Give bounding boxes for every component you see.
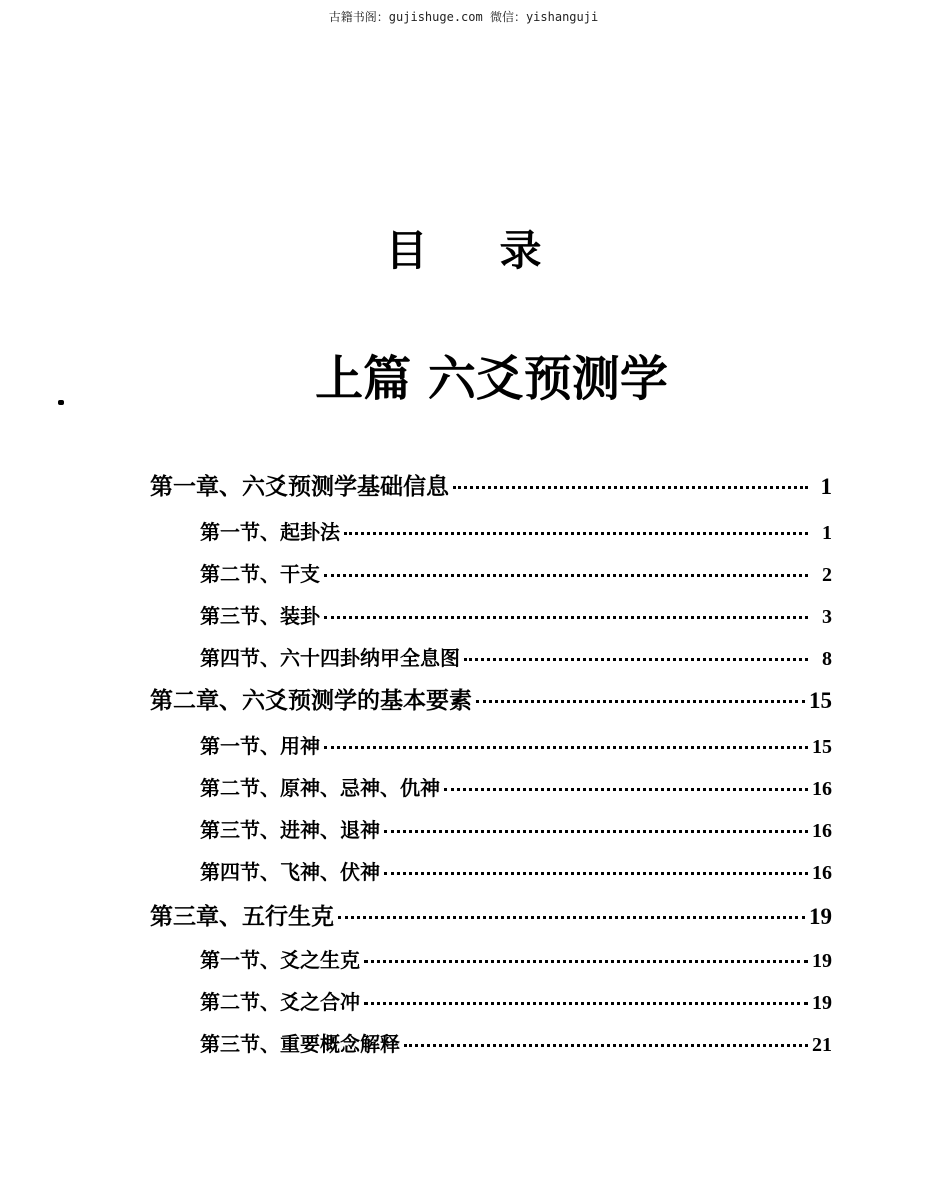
toc-label: 第一章、六爻预测学基础信息 — [150, 473, 449, 500]
dot-leader — [476, 700, 805, 703]
toc-section[interactable] — [200, 600, 832, 629]
dot-leader — [444, 788, 808, 791]
toc-label: 第一节、爻之生克 — [200, 948, 360, 972]
toc-page-number: 21 — [812, 1034, 832, 1056]
toc-page-number: 16 — [812, 820, 832, 842]
toc-chapter[interactable] — [150, 468, 832, 501]
dot-leader — [344, 532, 808, 535]
dot-leader — [364, 960, 808, 963]
toc-section[interactable] — [200, 814, 832, 843]
toc-page-number: 3 — [822, 606, 832, 628]
toc-page-number: 19 — [809, 904, 832, 929]
dot-leader — [384, 872, 808, 875]
dot-leader — [324, 746, 808, 749]
toc-label: 第二节、原神、忌神、仇神 — [200, 776, 440, 800]
page-title: 目录 — [385, 226, 614, 275]
toc-section[interactable] — [200, 944, 832, 973]
toc-page-number: 2 — [822, 564, 832, 586]
watermark: 古籍书阁：gujishuge.com 微信：yishanguji — [328, 10, 599, 24]
toc-section[interactable] — [200, 856, 832, 885]
toc-page-number: 19 — [812, 992, 832, 1014]
dot-leader — [338, 916, 805, 919]
toc-page-number: 15 — [812, 736, 832, 758]
toc-section[interactable] — [200, 642, 832, 671]
toc-section[interactable] — [200, 986, 832, 1015]
toc-chapter[interactable] — [150, 682, 832, 715]
part-title: 上篇 六爻预测学 — [315, 351, 668, 407]
toc-label: 第四节、六十四卦纳甲全息图 — [200, 646, 460, 670]
dot-leader — [404, 1044, 808, 1047]
dot-leader — [364, 1002, 808, 1005]
toc-section[interactable] — [200, 1028, 832, 1057]
toc-chapter[interactable] — [150, 898, 832, 931]
toc-section[interactable] — [200, 772, 832, 801]
toc-page-number: 19 — [812, 950, 832, 972]
dot-leader — [384, 830, 808, 833]
toc-label: 第一节、用神 — [200, 734, 320, 758]
toc-section[interactable] — [200, 558, 832, 587]
toc-label: 第三节、进神、退神 — [200, 818, 380, 842]
dot-leader — [324, 574, 808, 577]
toc-section[interactable] — [200, 516, 832, 545]
dot-leader — [453, 486, 808, 489]
dot-leader — [464, 658, 808, 661]
toc-section[interactable] — [200, 730, 832, 759]
toc-label: 第三节、重要概念解释 — [200, 1032, 400, 1056]
toc-label: 第三章、五行生克 — [150, 903, 334, 930]
toc-label: 第二章、六爻预测学的基本要素 — [150, 687, 472, 714]
toc-label: 第一节、起卦法 — [200, 520, 340, 544]
toc-page-number: 8 — [822, 648, 832, 670]
scan-speck — [58, 400, 64, 405]
toc-label: 第三节、装卦 — [200, 604, 320, 628]
dot-leader — [324, 616, 808, 619]
toc-page-number: 15 — [809, 688, 832, 713]
toc-page-number: 16 — [812, 862, 832, 884]
toc-page-number: 1 — [822, 522, 832, 544]
toc-page-number: 16 — [812, 778, 832, 800]
toc-label: 第二节、干支 — [200, 562, 320, 586]
toc-page-number: 1 — [820, 474, 832, 499]
toc-label: 第二节、爻之合冲 — [200, 990, 360, 1014]
toc-label: 第四节、飞神、伏神 — [200, 860, 380, 884]
